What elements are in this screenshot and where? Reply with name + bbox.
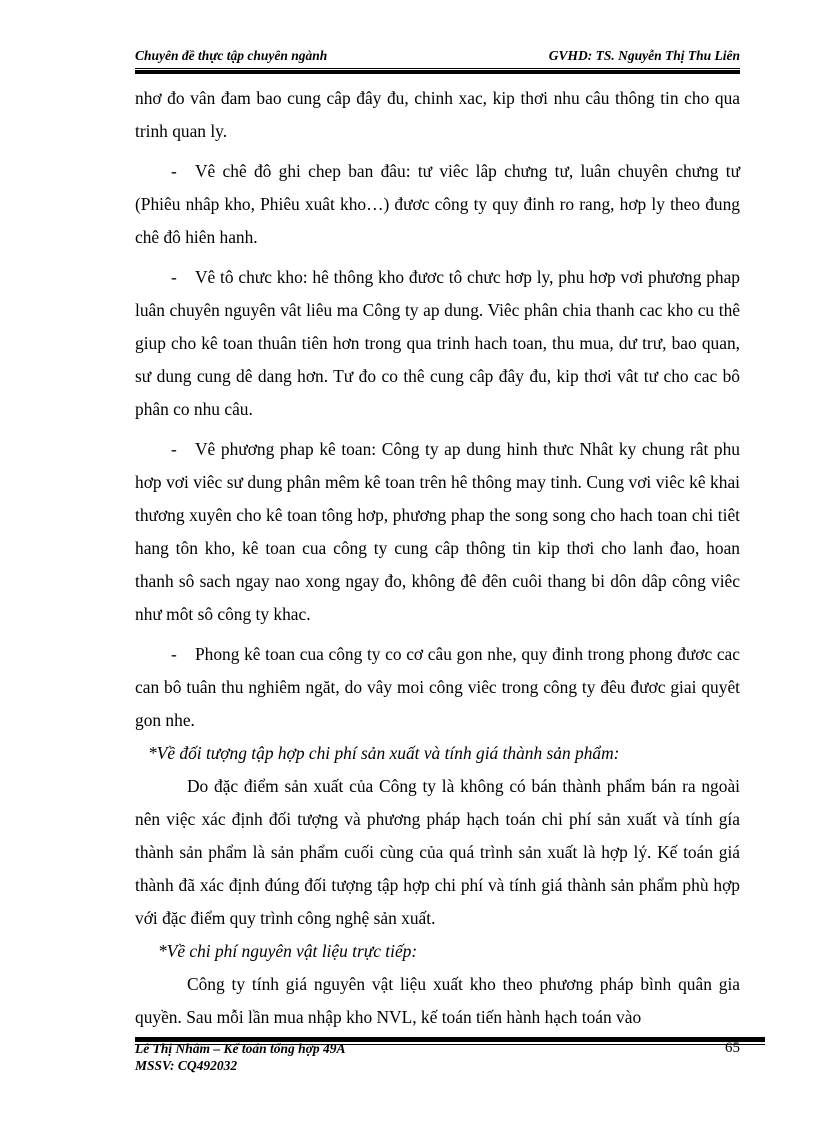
bullet-item (135, 155, 740, 254)
section-heading-cost-objects: *Về đối tượng tập hợp chi phí sản xuất và tính giá thành sản phẩm: (148, 743, 620, 763)
bullet-dash: - (171, 439, 177, 459)
bullet-dash: - (171, 644, 177, 664)
header-rule-thick (135, 70, 740, 74)
paragraph-continuation: nhơ đo vân đam bao cung câp đây đu, chinh xac, kip thơi nhu câu thông tin cho qua trinh quan ly. (135, 88, 740, 141)
page-number: 65 (725, 1040, 740, 1056)
paragraph-cost-objects: Do đặc điểm sản xuất của Công ty là không có bán thành phẩm bán ra ngoài nên việc xác định đối tượng và phương pháp hạch toán chi phí sản xuất và tính gía thành sản phẩm là sản phẩm cuối cùng của quá trình sản xuất là hợp lý. Kế toán giá thành đã xác định đúng đối tượng tập hợp chi phí và tính giá thành sản phẩm phù hợp với đặc điểm quy trình công nghệ sản xuất. (135, 776, 740, 928)
paragraph-material-costs: Công ty tính giá nguyên vật liệu xuất kho theo phương pháp bình quân gia quyền. Sau mỗi lần mua nhập kho NVL, kế toán tiến hành hạch toán vào (135, 974, 740, 1027)
page-footer (135, 1040, 740, 1074)
bullet-item (135, 433, 740, 631)
bullet-text: Vê tô chưc kho: hê thông kho đươc tô chưc hơp ly, phu hơp vơi phương phap luân chuyên nguyên vât liêu ma Công ty ap dung. Viêc phân chia thanh cac kho cu thê giup cho kê toan thuân tiên hơn trong qua trinh hach toan, thu mua, dư trư, bao quan, sư dung cung dê dang hơn. Tư đo co thê cung câp đây đu, kip thơi vât tư cho cac bô phân co nhu câu. (135, 267, 740, 419)
bullet-text: Vê phương phap kê toan: Công ty ap dung hinh thưc Nhât ky chung rât phu hơp vơi viêc sư dung phân mêm kê toan trên hê thông may tinh. Cung vơi viêc kê khai thương xuyên cho kê toan tông hơp, phương phap the song song cho hach toan chi tiêt hang tôn kho, kê toan cua công ty cung câp thông tin kip thơi cho lanh đao, hoan thanh sô sach ngay nao xong ngay đo, không đê đên cuôi thang bi dôn dâp công viêc như môt sô công ty khac. (135, 439, 740, 624)
bullet-item (135, 638, 740, 737)
header-rule (135, 68, 740, 69)
header-supervisor: GVHD: TS. Nguyễn Thị Thu Liên (548, 48, 740, 63)
footer-author: Lê Thị Nhâm – Kế toán tổng hợp 49A (135, 1041, 346, 1056)
page-body (135, 82, 740, 1034)
footer-student-id: MSSV: CQ492032 (135, 1058, 238, 1073)
bullet-dash: - (171, 161, 177, 181)
bullet-text: Vê chê đô ghi chep ban đâu: tư viêc lâp chưng tư, luân chuyên chưng tư (Phiêu nhâp kho, Phiêu xuât kho…) đươc công ty quy đinh ro rang, hơp ly theo đung chê đô hiên hanh. (135, 161, 740, 247)
section-heading-material-costs: *Về chi phí nguyên vật liệu trực tiếp: (158, 941, 418, 961)
bullet-item (135, 261, 740, 426)
bullet-text: Phong kê toan cua công ty co cơ câu gon nhe, quy đinh trong phong đươc cac can bô tuân thu nghiêm ngăt, do vây moi công viêc trong công ty đêu đươc giai quyêt gon nhe. (135, 644, 740, 730)
bullet-dash: - (171, 267, 177, 287)
header-course-title: Chuyên đề thực tập chuyên ngành (135, 48, 328, 63)
page-header (135, 46, 740, 66)
